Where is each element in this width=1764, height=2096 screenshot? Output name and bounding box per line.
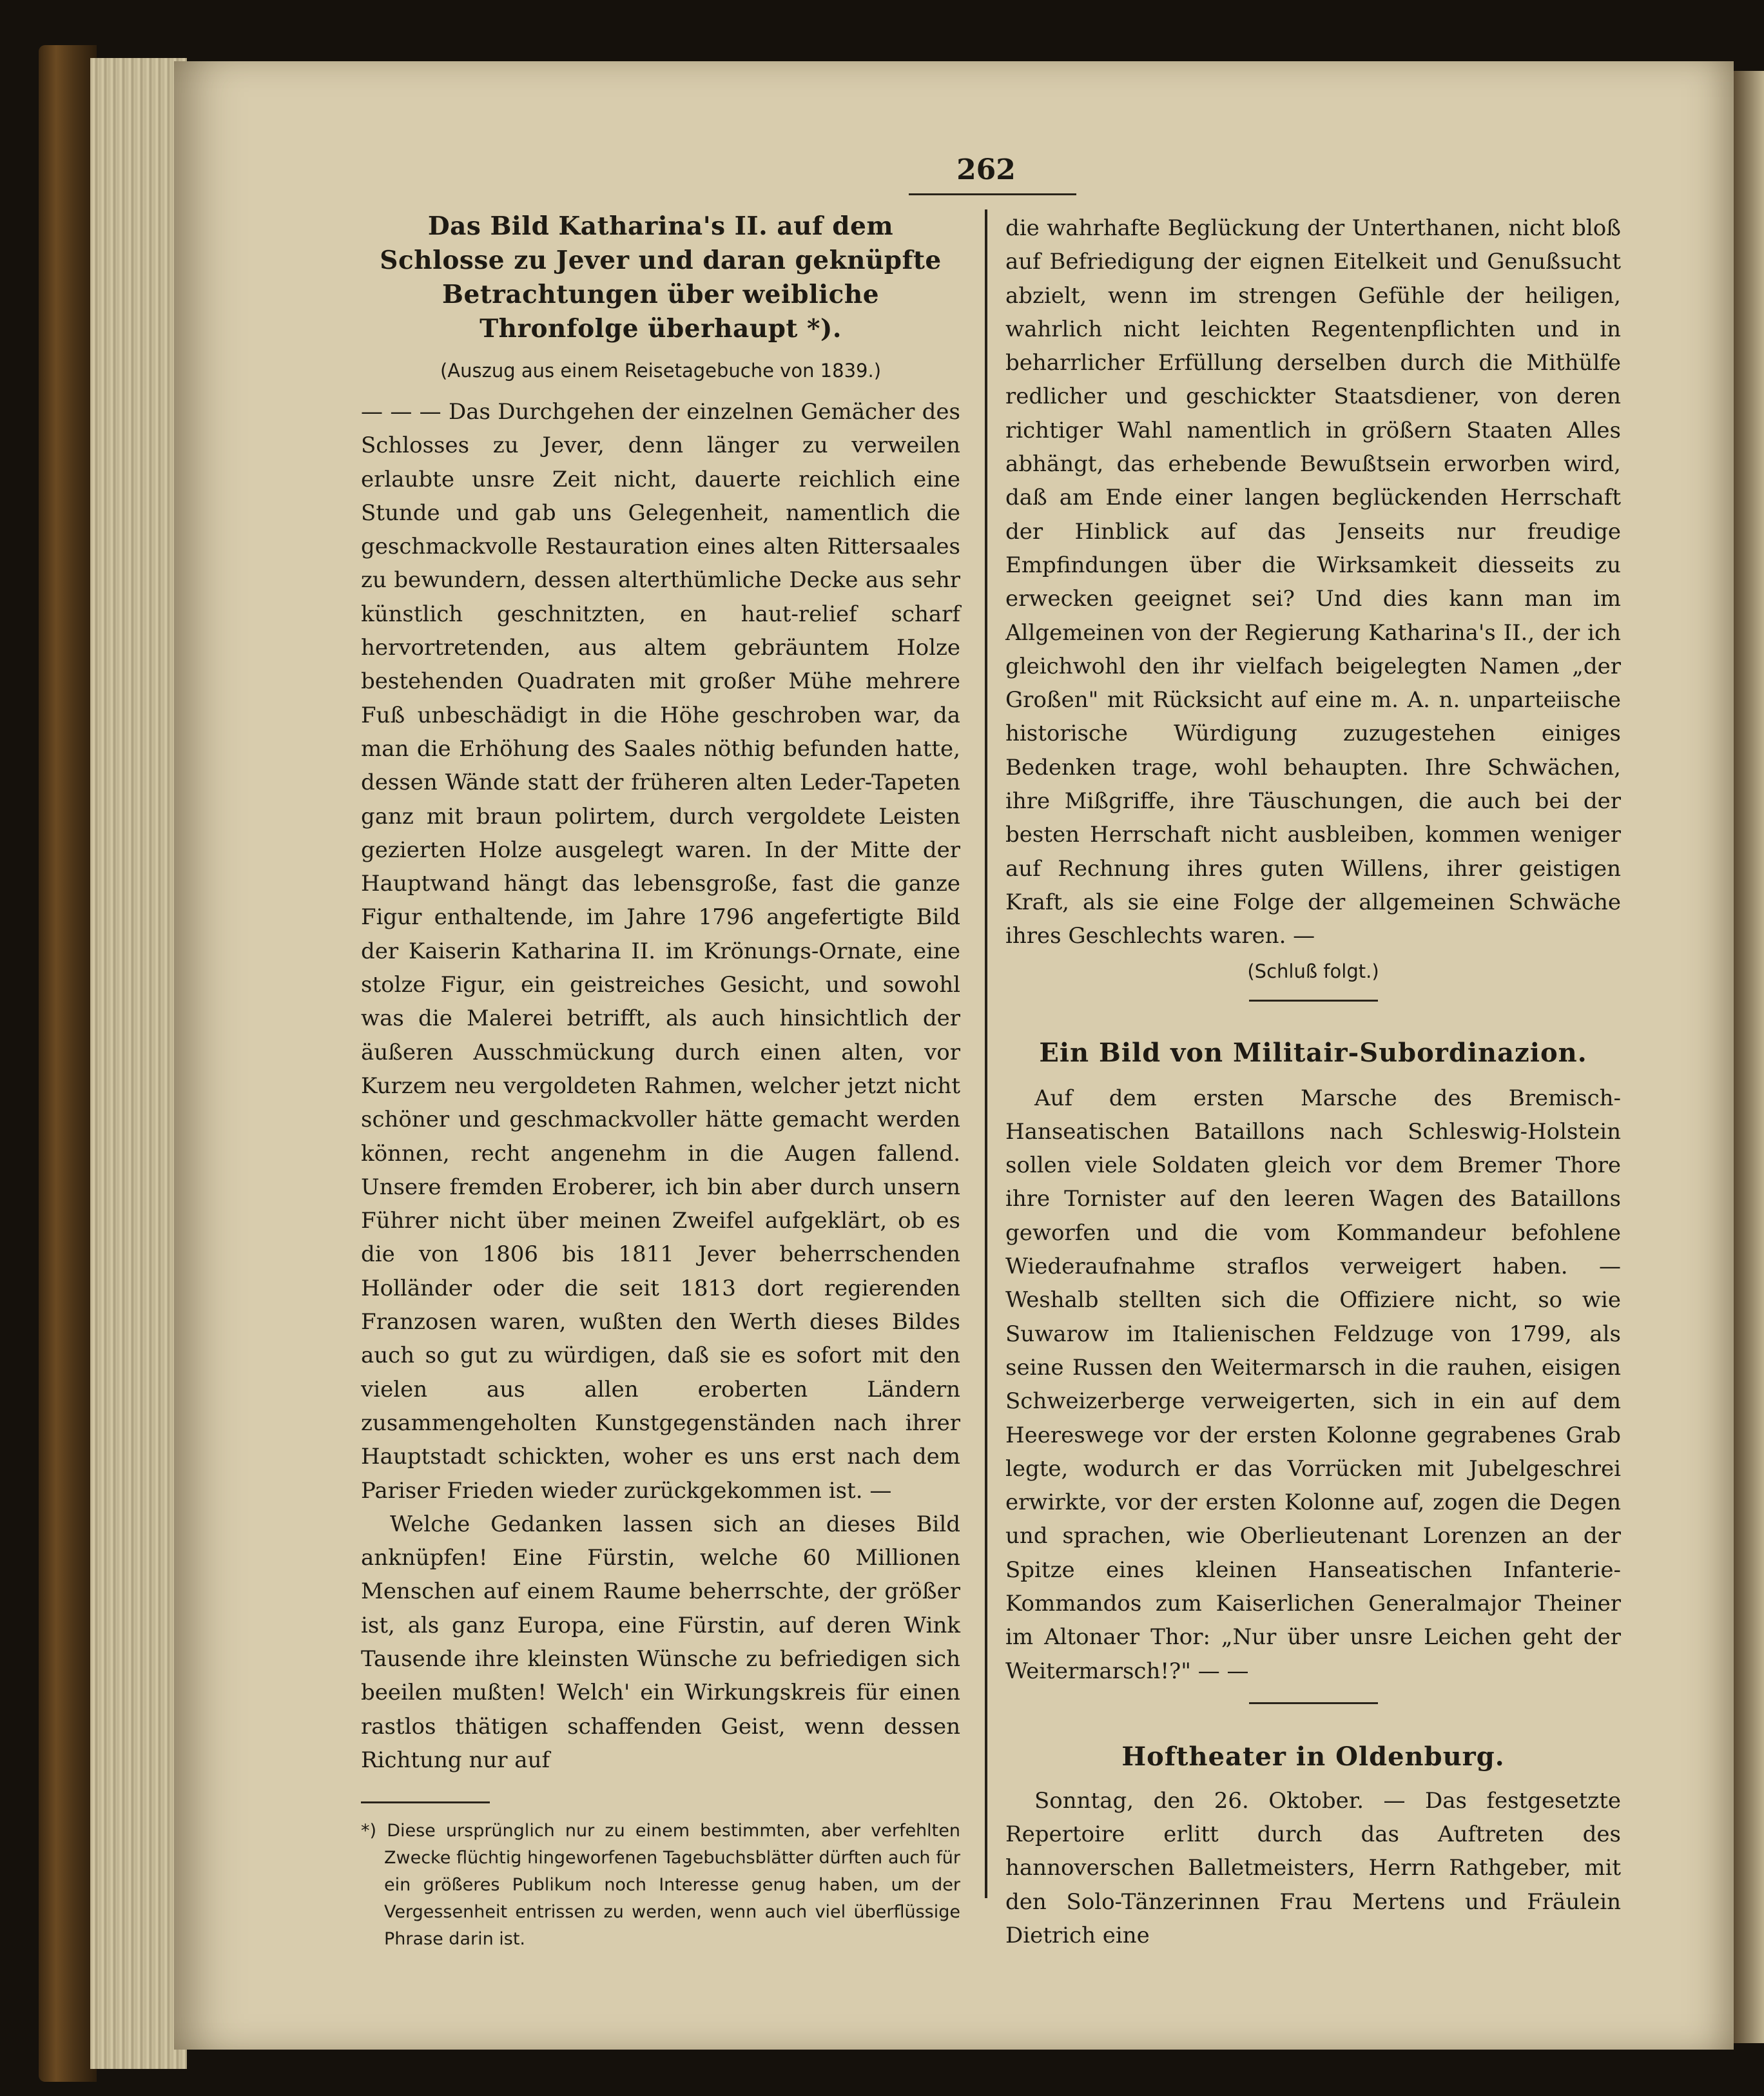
book-page-stack	[90, 58, 187, 2069]
page-number: 262	[956, 153, 1016, 186]
page-number-rule	[909, 193, 1076, 195]
article-subtitle: (Auszug aus einem Reisetagebuche von 1839.)	[440, 360, 882, 382]
section-title-hoftheater: Hoftheater in Oldenburg.	[1121, 1741, 1505, 1772]
footnote-rule	[361, 1801, 490, 1803]
facing-page-edge	[1734, 71, 1764, 2043]
continuation-note: (Schluß folgt.)	[1247, 960, 1379, 982]
left-column	[361, 209, 960, 1953]
section-text-militair: Auf dem ersten Marsche des Bremisch-Hanseatischen Bataillons nach Schleswig-Holstein sollen viele Soldaten gleich vor dem Bremer Thore ihre Tornister auf den leeren Wagen des Bataillons geworfen und die vom Kommandeur befohlene Wiederaufnahme straflos verweigert haben. — Weshalb stellten sich die Offiziere nicht, so wie Suwarow im Italienischen Feldzuge von 1799, als seine Russen den Weitermarsch in die rauhen, eisigen Schweizerberge verweigerten, sich in ein auf dem Heereswege vor der ersten Kolonne gegrabenes Grab legte, wodurch er das Vorrücken mit Jubelgeschrei erwirkte, vor der ersten Kolonne auf, zogen die Degen und sprachen, wie Oberlieutenant Lorenzen an der Spitze eines kleinen Hanseatischen Infanterie-Kommandos zum Kaiserlichen Generalmajor Theiner im Altonaer Thor: „Nur über unsre Leichen geht der Weitermarsch!?" — —	[1005, 1085, 1621, 1684]
book-cover-edge	[39, 45, 97, 2082]
article-paragraph-continued: die wahrhafte Beglückung der Unterthanen, nicht bloß auf Befriedigung der eignen Eitelkeit und Genußsucht abzielt, wenn im strengen Gefühle der heiligen, wahrlich nicht leichten Regentenpflichten und in beharrlicher Erfüllung derselben durch die Mithülfe redlicher und geschickter Staatsdiener, von deren richtiger Wahl namentlich in größern Staaten Alles abhängt, das erhebende Bewußtsein erworben wird, daß am Ende einer langen beglückenden Herrschaft der Hinblick auf das Jenseits nur freudige Empfindungen über die Wirksamkeit diesseits zu erwecken geeignet sei? Und dies kann man im Allgemeinen von der Regierung Katharina's II., der ich gleichwohl den ihr vielfach beigelegten Namen „der Großen" mit Rücksicht auf eine m. A. n. unparteiische historische Würdigung zuzugestehen einiges Bedenken trage, wohl behaupten. Ihre Schwächen, ihre Mißgriffe, ihre Täuschungen, die auch bei der besten Herrschaft nicht ausbleiben, kommen weniger auf Rechnung ihres guten Willens, ihrer geistigen Kraft, als sie eine Folge der allgemeinen Schwäche ihres Geschlechts waren. —	[1005, 215, 1621, 949]
section-rule-1	[1249, 1000, 1378, 1002]
right-column	[1005, 211, 1621, 1952]
article-paragraph-1: — — — Das Durchgehen der einzelnen Gemächer des Schlosses zu Jever, denn länger zu verweilen erlaubte unsre Zeit nicht, dauerte reichlich eine Stunde und gab uns Gelegenheit, namentlich die geschmackvolle Restauration eines alten Rittersaales zu bewundern, dessen alterthümliche Decke aus sehr künstlich geschnitzten, en haut-relief scharf hervortretenden, aus altem gebräuntem Holze bestehenden Quadraten mit großer Mühe mehrere Fuß unbeschädigt in die Höhe geschroben war, da man die Erhöhung des Saales nöthig befunden hatte, dessen Wände statt der früheren alten Leder-Tapeten ganz mit braun polirtem, durch vergoldete Leisten gezierten Holze ausgelegt waren. In der Mitte der Hauptwand hängt das lebensgroße, fast die ganze Figur enthaltende, im Jahre 1796 angefertigte Bild der Kaiserin Katharina II. im Krönungs-Ornate, eine stolze Figur, ein geistreiches Gesicht, und sowohl was die Malerei betrifft, als auch hinsichtlich der äußeren Ausschmückung durch einen alten, vor Kurzem neu vergoldeten Rahmen, welcher jetzt nicht schöner und geschmackvoller hätte gemacht werden können, recht angenehm in die Augen fallend. Unsere fremden Eroberer, ich bin aber durch unsern Führer nicht über meinen Zweifel aufgeklärt, ob es die von 1806 bis 1811 Jever beherrschenden Holländer oder die seit 1813 dort regierenden Franzosen waren, wußten den Werth dieses Bildes auch so gut zu würdigen, daß sie es sofort mit den vielen aus allen eroberten Ländern zusammengeholten Kunstgegenständen nach ihrer Hauptstadt schickten, woher es uns erst nach dem Pariser Frieden wieder zurückgekommen ist. —	[361, 399, 960, 1504]
section-title-militair: Ein Bild von Militair-Subordinazion.	[1039, 1037, 1587, 1068]
section-rule-2	[1249, 1702, 1378, 1704]
footnote: *) Diese ursprünglich nur zu einem bestimmten, aber verfehlten Zwecke flüchtig hingeworfenen Tagebuchsblätter dürften auch für ein größeres Publikum noch Interesse genug haben, um der Vergessenheit entrissen zu werden, wenn auch viel überflüssige Phrase darin ist.	[361, 1821, 960, 1950]
article-title: Das Bild Katharina's II. auf dem Schlosse zu Jever und daran geknüpfte Betrachtungen über weibliche Thronfolge überhaupt *).	[380, 211, 942, 344]
article-paragraph-2: Welche Gedanken lassen sich an dieses Bild anknüpfen! Eine Fürstin, welche 60 Millionen Menschen auf einem Raume beherrschte, der größer ist, als ganz Europa, eine Fürstin, auf deren Wink Tausende ihre kleinsten Wünsche zu befriedigen sich beeilen mußten! Welch' ein Wirkungskreis für einen rastlos thätigen schaffenden Geist, wenn dessen Richtung nur auf	[361, 1511, 960, 1773]
section-text-hoftheater: Sonntag, den 26. Oktober. — Das festgesetzte Repertoire erlitt durch das Auftreten des hannoverschen Balletmeisters, Herrn Rathgeber, mit den Solo-Tänzerinnen Frau Mertens und Fräulein Dietrich eine	[1005, 1787, 1621, 1949]
column-divider	[985, 209, 987, 1898]
